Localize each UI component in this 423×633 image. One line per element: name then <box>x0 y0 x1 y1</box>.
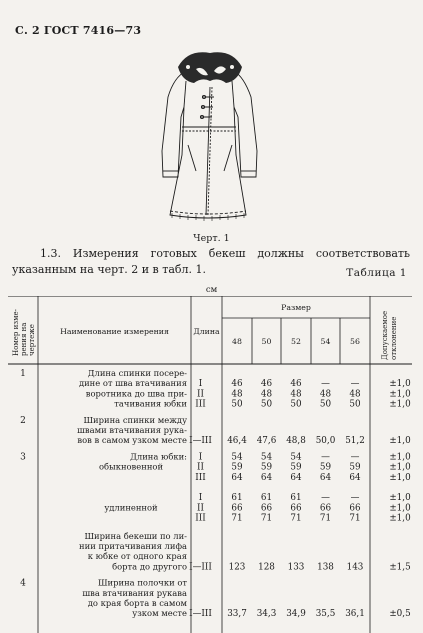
cell-value: 71 <box>290 513 302 524</box>
cell-value: — <box>350 452 360 463</box>
cell-value: — <box>350 493 360 504</box>
header-tolerance: отклонение <box>390 316 398 360</box>
cell-value: 59 <box>290 462 302 473</box>
cell-value: 50 <box>290 399 302 410</box>
coat-drawing <box>148 47 273 225</box>
header-size: Размер <box>281 303 311 312</box>
cell-length: I—III <box>189 609 212 620</box>
cell-value: 143 <box>346 562 364 573</box>
row-label: Длина юбки: <box>130 451 187 462</box>
cell-value: 48 <box>290 389 302 400</box>
row-label: шва втачивания рукава <box>82 587 187 598</box>
cell-length: I <box>198 493 203 504</box>
table-unit: см <box>205 285 218 295</box>
row-label: швами втачивания рука- <box>77 425 187 435</box>
header-size-value: 50 <box>261 337 272 346</box>
row-label: борта до другого <box>112 561 187 572</box>
cell-value: 50 <box>349 399 361 410</box>
cell-value: — <box>321 452 330 463</box>
header-num: чертеже <box>28 324 36 356</box>
cell-value: 66 <box>349 503 361 514</box>
cell-length: I—III <box>189 436 212 447</box>
cell-value: 34,3 <box>256 609 277 620</box>
figure-caption: Черт. 1 <box>193 233 230 244</box>
cell-length: I—III <box>189 562 212 573</box>
cell-value: 66 <box>290 503 302 514</box>
cell-value: 61 <box>260 493 273 504</box>
cell-value: 48,8 <box>286 436 306 447</box>
row-label: дине от шва втачивания <box>78 378 187 389</box>
cell-tolerance: ±1,0 <box>389 513 411 524</box>
cell-value: 71 <box>260 513 273 524</box>
cell-value: 123 <box>228 562 246 573</box>
row-sublabel: удлиненной <box>104 502 158 513</box>
cell-value: 138 <box>317 562 334 573</box>
cell-value: 71 <box>349 513 361 524</box>
cell-length: I <box>198 379 203 390</box>
cell-tolerance: ±1,0 <box>389 389 411 400</box>
cell-length: III <box>195 472 206 483</box>
cell-value: 64 <box>349 472 361 483</box>
cell-value: — <box>321 379 330 390</box>
cell-length: II <box>197 462 204 473</box>
header-length: Длина <box>193 327 220 336</box>
cell-value: 47,6 <box>256 436 277 447</box>
row-label: нии притачивания лифа <box>79 541 187 551</box>
header-size-value: 56 <box>350 337 360 346</box>
header-size-value: 52 <box>291 337 301 346</box>
cell-value: 64 <box>231 472 243 483</box>
cell-value: — <box>321 493 330 504</box>
page-header: С. 2 ГОСТ 7416—73 <box>15 24 142 37</box>
cell-length: II <box>197 389 204 400</box>
cell-value: 61 <box>290 493 302 504</box>
row-number: 4 <box>20 578 26 589</box>
cell-value: 59 <box>260 462 273 473</box>
measurements-table <box>8 296 418 633</box>
cell-length: I <box>198 452 203 463</box>
cell-value: 35,5 <box>315 609 336 620</box>
cell-value: 33,7 <box>227 609 247 620</box>
cell-value: 48 <box>349 389 361 400</box>
header-size-value: 48 <box>232 337 242 346</box>
row-label: вов в самом узком месте <box>77 435 187 446</box>
cell-value: 48 <box>260 389 273 400</box>
table-caption: Таблица 1 <box>346 267 407 279</box>
cell-value: 50 <box>319 399 332 410</box>
row-label: Ширина спинки между <box>83 414 187 425</box>
paragraph: 1.3. Измерения готовых бекеш должны соответствовать указанным на черт. 2 и в табл. 1. <box>12 247 410 276</box>
row-label: до края борта в самом <box>87 598 187 608</box>
cell-value: 50,0 <box>315 436 336 447</box>
header-num: Номер изме- <box>12 308 20 356</box>
header-size-value: 54 <box>320 337 331 346</box>
row-label: тачивания юбки <box>114 398 187 409</box>
cell-length: III <box>195 399 206 410</box>
cell-tolerance: ±1,0 <box>389 503 411 514</box>
cell-length: II <box>197 503 204 514</box>
cell-tolerance: ±1,0 <box>389 436 411 447</box>
cell-value: 46 <box>231 379 243 390</box>
cell-value: 54 <box>290 452 302 463</box>
cell-value: 54 <box>231 452 243 463</box>
cell-value: 66 <box>260 503 273 514</box>
cell-value: 48 <box>231 389 243 400</box>
row-number: 2 <box>20 415 26 426</box>
cell-tolerance: ±1,0 <box>389 493 411 504</box>
header-name: Наименование измерения <box>60 327 169 336</box>
cell-value: 66 <box>231 503 243 514</box>
row-label: Ширина бекеши по ли- <box>84 530 187 541</box>
cell-value: 36,1 <box>345 609 365 620</box>
cell-tolerance: ±0,5 <box>389 609 411 620</box>
cell-value: — <box>350 379 360 390</box>
row-label: к юбке от одного края <box>87 551 187 562</box>
row-label: Длина спинки посере- <box>87 368 187 378</box>
cell-value: 50 <box>231 399 243 410</box>
cell-tolerance: ±1,0 <box>389 399 411 410</box>
cell-tolerance: ±1,5 <box>389 562 411 573</box>
row-sublabel: обыкновенной <box>98 461 164 472</box>
cell-value: 64 <box>290 472 302 483</box>
cell-value: 66 <box>319 503 332 514</box>
cell-value: 59 <box>319 462 332 473</box>
cell-value: 64 <box>260 472 273 483</box>
cell-tolerance: ±1,0 <box>389 472 411 483</box>
cell-tolerance: ±1,0 <box>389 462 411 473</box>
cell-value: 34,9 <box>286 609 306 620</box>
row-label: Ширина полочки от <box>98 577 187 588</box>
cell-length: III <box>195 513 206 524</box>
cell-value: 59 <box>231 462 243 473</box>
cell-value: 48 <box>319 389 332 400</box>
cell-value: 71 <box>319 513 332 524</box>
cell-value: 64 <box>319 472 332 483</box>
cell-tolerance: ±1,0 <box>389 379 411 390</box>
cell-value: 50 <box>260 399 273 410</box>
cell-value: 46 <box>260 379 273 390</box>
cell-value: 59 <box>349 462 361 473</box>
cell-value: 54 <box>260 452 273 463</box>
cell-value: 128 <box>258 562 275 573</box>
cell-tolerance: ±1,0 <box>389 452 411 463</box>
cell-value: 46 <box>290 379 302 390</box>
cell-value: 71 <box>231 513 243 524</box>
row-number: 1 <box>20 369 26 379</box>
cell-value: 61 <box>231 493 243 504</box>
row-label: узком месте <box>132 608 187 619</box>
row-label: воротника до шва при- <box>85 388 187 399</box>
header-tolerance: Допускаемое <box>381 310 389 360</box>
cell-value: 46,4 <box>227 436 247 447</box>
row-number: 3 <box>20 452 26 463</box>
cell-value: 133 <box>287 562 305 573</box>
header-num: рения на <box>20 322 28 356</box>
cell-value: 51,2 <box>345 436 365 447</box>
